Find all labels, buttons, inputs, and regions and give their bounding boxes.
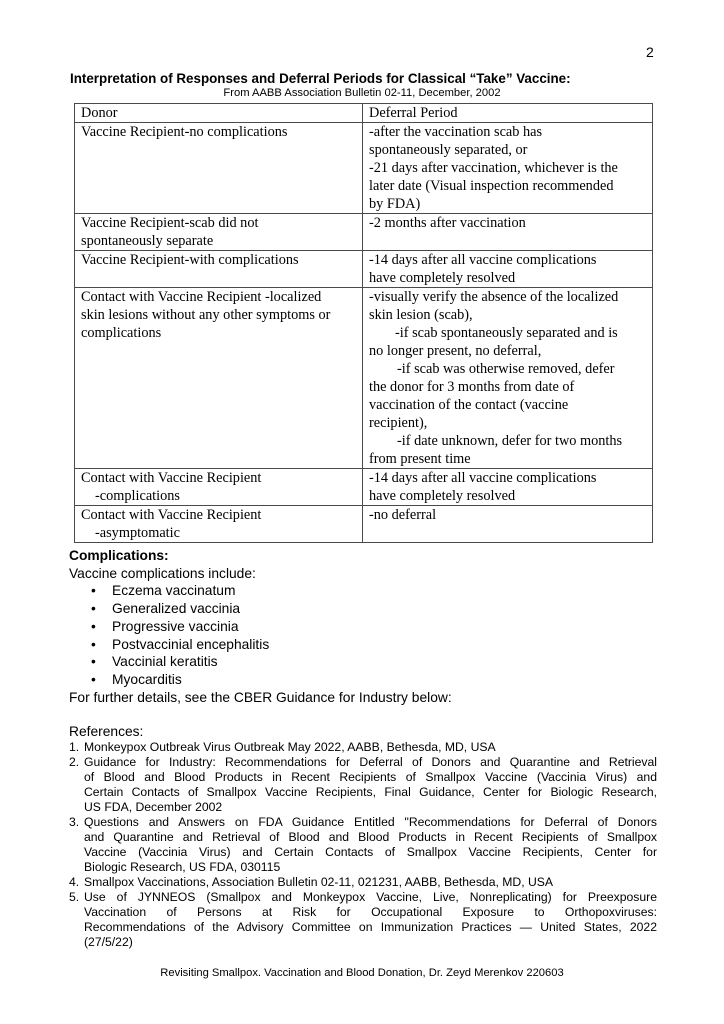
cell-line: -after the vaccination scab has bbox=[369, 124, 543, 140]
bullet-icon: • bbox=[91, 583, 96, 599]
reference-line: Use of JYNNEOS (Smallpox and Monkeypox Vaccine, Live, Nonreplicating) for Preexposure bbox=[84, 890, 657, 904]
reference-line: Biologic Research, US FDA, 030115 bbox=[84, 860, 281, 874]
cell-line: Contact with Vaccine Recipient bbox=[81, 470, 262, 486]
reference-number: 2. bbox=[69, 755, 80, 769]
reference-line: Monkeypox Outbreak Virus Outbreak May 2022, AABB, Bethesda, MD, USA bbox=[84, 740, 496, 754]
reference-line: US FDA, December 2002 bbox=[84, 800, 223, 814]
cell-line: the donor for 3 months from date of bbox=[369, 379, 575, 395]
reference-number: 3. bbox=[69, 815, 80, 829]
reference-line: Certain Contacts of Smallpox Vaccine Recipients, Final Guidance, Center for Biologic Research, bbox=[84, 785, 657, 799]
cell-line: from present time bbox=[369, 451, 471, 467]
page-number: 2 bbox=[646, 44, 654, 60]
reference-item bbox=[69, 740, 657, 755]
reference-line: of Blood and Blood Products in Recent Recipients of Smallpox Vaccine (Vaccinia Virus) and bbox=[84, 770, 657, 784]
cell-line: no longer present, no deferral, bbox=[369, 343, 542, 359]
reference-line: Recommendations of the Advisory Committee on Immunization Practices — United States, 2022 bbox=[84, 920, 657, 934]
table-row bbox=[75, 469, 653, 506]
cell-line: recipient), bbox=[369, 415, 428, 431]
cell-line: -21 days after vaccination, whichever is the bbox=[369, 160, 618, 176]
donor-cell bbox=[75, 288, 363, 469]
cell-line: have completely resolved bbox=[369, 488, 516, 504]
cell-line: spontaneously separate bbox=[81, 233, 214, 249]
column-header-deferral-period: Deferral Period bbox=[363, 104, 653, 123]
column-header-donor: Donor bbox=[75, 104, 363, 123]
cell-line: spontaneously separated, or bbox=[369, 142, 528, 158]
reference-item bbox=[69, 815, 657, 875]
cell-line: -if date unknown, defer for two months bbox=[397, 433, 623, 449]
table-row bbox=[75, 123, 653, 214]
donor-cell bbox=[75, 214, 363, 251]
reference-item bbox=[69, 890, 657, 950]
further-details-text: For further details, see the CBER Guidance for Industry below: bbox=[69, 689, 452, 705]
cell-line: -if scab spontaneously separated and is bbox=[395, 325, 618, 341]
cell-line: -no deferral bbox=[369, 507, 437, 523]
cell-line: skin lesions without any other symptoms or bbox=[81, 307, 331, 323]
reference-line: and Quarantine and Retrieval of Blood and Blood Products in Recent Recipients of Smallpox bbox=[84, 830, 657, 844]
donor-cell bbox=[75, 251, 363, 288]
bullet-icon: • bbox=[91, 671, 96, 687]
list-item-text: Myocarditis bbox=[112, 671, 182, 687]
complications-section bbox=[69, 547, 452, 706]
cell-line: -14 days after all vaccine complications bbox=[369, 470, 597, 486]
cell-line: -asymptomatic bbox=[95, 525, 180, 541]
reference-item bbox=[69, 755, 657, 815]
list-item bbox=[69, 582, 452, 600]
table-row bbox=[75, 288, 653, 469]
list-item-text: Generalized vaccinia bbox=[112, 601, 241, 617]
donor-cell bbox=[75, 469, 363, 506]
deferral-cell bbox=[363, 214, 653, 251]
reference-line: Vaccination of Persons at Risk for Occupational Exposure to Orthopoxviruses: bbox=[84, 905, 657, 919]
cell-line: -if scab was otherwise removed, defer bbox=[397, 361, 615, 377]
reference-number: 4. bbox=[69, 875, 80, 889]
cell-line: -visually verify the absence of the localized bbox=[369, 289, 619, 305]
complications-heading: Complications: bbox=[69, 548, 169, 563]
list-item-text: Progressive vaccinia bbox=[112, 618, 239, 634]
bullet-icon: • bbox=[91, 636, 96, 652]
deferral-cell bbox=[363, 123, 653, 214]
reference-line: Smallpox Vaccinations, Association Bulletin 02-11, 021231, AABB, Bethesda, MD, USA bbox=[84, 875, 554, 889]
cell-line: Contact with Vaccine Recipient bbox=[81, 507, 262, 523]
list-item bbox=[69, 618, 452, 636]
list-item-text: Eczema vaccinatum bbox=[112, 583, 236, 599]
references-list bbox=[69, 740, 657, 950]
table-header-row bbox=[75, 104, 653, 123]
references-heading: References: bbox=[69, 724, 144, 739]
list-item bbox=[69, 653, 452, 671]
table-row bbox=[75, 506, 653, 543]
list-item-text: Postvaccinial encephalitis bbox=[112, 636, 270, 652]
list-item-text: Vaccinial keratitis bbox=[112, 654, 218, 670]
cell-line: Vaccine Recipient-no complications bbox=[81, 124, 288, 140]
list-item bbox=[69, 636, 452, 654]
complications-list bbox=[69, 582, 452, 688]
reference-line: Questions and Answers on FDA Guidance Entitled "Recommendations for Deferral of Donors bbox=[84, 815, 657, 829]
donor-cell bbox=[75, 123, 363, 214]
cell-line: vaccination of the contact (vaccine bbox=[369, 397, 569, 413]
deferral-cell bbox=[363, 251, 653, 288]
reference-number: 1. bbox=[69, 740, 80, 754]
cell-line: skin lesion (scab), bbox=[369, 307, 473, 323]
page-footer: Revisiting Smallpox. Vaccination and Blood Donation, Dr. Zeyd Merenkov 220603 bbox=[160, 967, 564, 979]
cell-line: -14 days after all vaccine complications bbox=[369, 252, 597, 268]
bullet-icon: • bbox=[91, 654, 96, 670]
table-row bbox=[75, 214, 653, 251]
deferral-cell bbox=[363, 288, 653, 469]
reference-item bbox=[69, 875, 657, 890]
deferral-cell bbox=[363, 469, 653, 506]
bullet-icon: • bbox=[91, 601, 96, 617]
deferral-table bbox=[74, 103, 653, 543]
cell-line: -2 months after vaccination bbox=[369, 215, 526, 231]
reference-line: Guidance for Industry: Recommendations for Deferral of Donors and Quarantine and Retrieval bbox=[84, 755, 657, 769]
deferral-cell bbox=[363, 506, 653, 543]
table-row bbox=[75, 251, 653, 288]
page-title: Interpretation of Responses and Deferral Periods for Classical “Take” Vaccine: bbox=[70, 71, 571, 86]
references-section bbox=[69, 740, 657, 950]
list-item bbox=[69, 600, 452, 618]
cell-line: by FDA) bbox=[369, 196, 421, 212]
reference-number: 5. bbox=[69, 890, 80, 904]
cell-line: -complications bbox=[95, 488, 180, 504]
cell-line: Vaccine Recipient-with complications bbox=[81, 252, 299, 268]
cell-line: have completely resolved bbox=[369, 270, 516, 286]
cell-line: complications bbox=[81, 325, 162, 341]
page-subtitle: From AABB Association Bulletin 02-11, December, 2002 bbox=[223, 87, 501, 99]
reference-line: (27/5/22) bbox=[84, 935, 133, 949]
complications-intro: Vaccine complications include: bbox=[69, 565, 256, 581]
cell-line: later date (Visual inspection recommended bbox=[369, 178, 614, 194]
donor-cell bbox=[75, 506, 363, 543]
cell-line: Contact with Vaccine Recipient -localized bbox=[81, 289, 322, 305]
cell-line: Vaccine Recipient-scab did not bbox=[81, 215, 259, 231]
bullet-icon: • bbox=[91, 618, 96, 634]
reference-line: Vaccine (Vaccinia Virus) and Certain Contacts of Smallpox Vaccine Recipients, Center for bbox=[84, 845, 657, 859]
list-item bbox=[69, 671, 452, 689]
